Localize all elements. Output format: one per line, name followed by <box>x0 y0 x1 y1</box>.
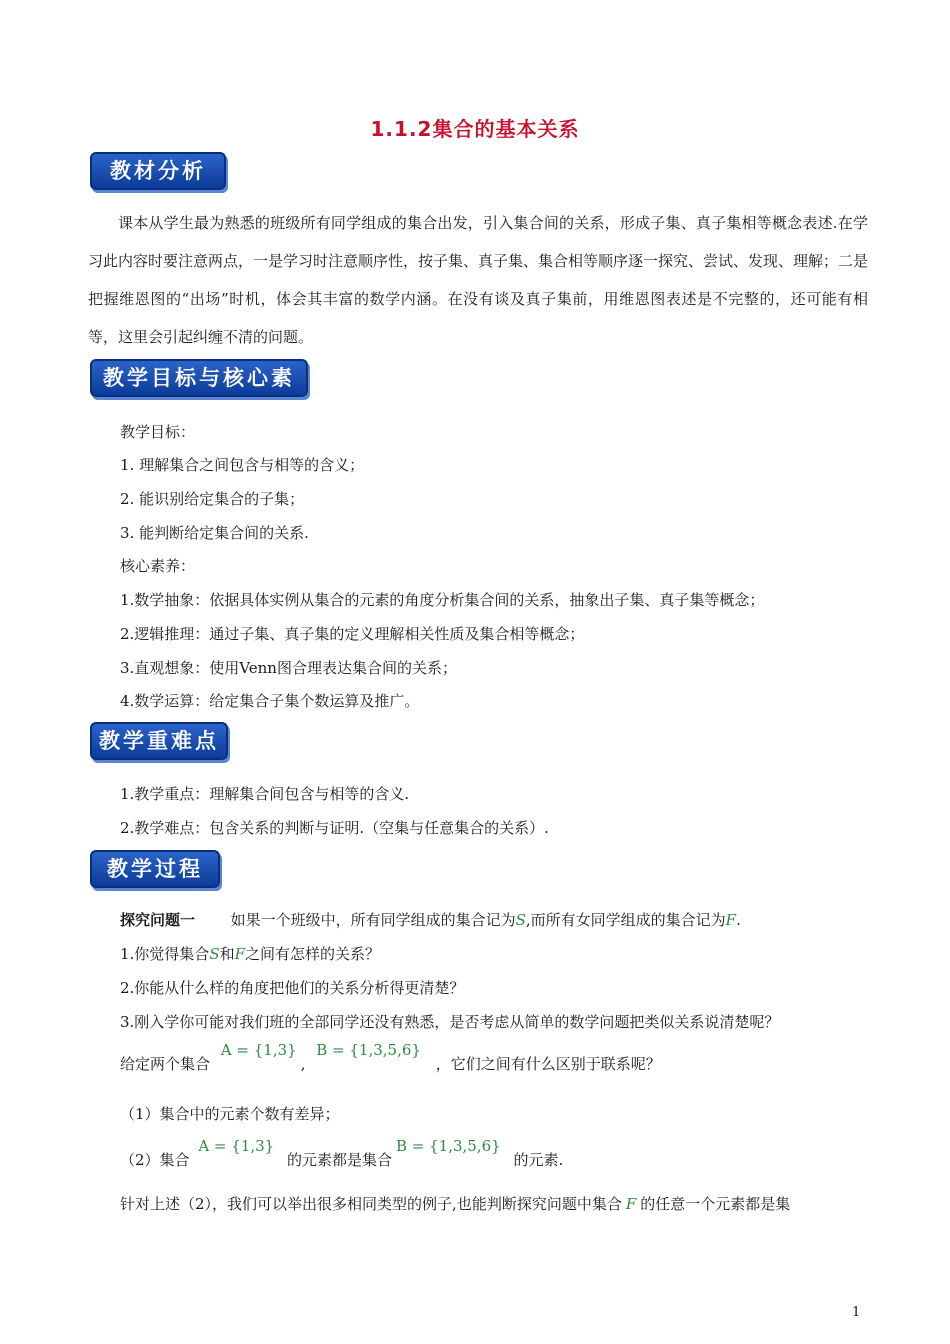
math-var-f: F <box>625 1195 637 1213</box>
section-banner-goals: 教学目标与核心素养 <box>90 359 308 397</box>
point-1: （1）集合中的元素个数有差异； <box>120 1105 340 1123</box>
math-set-a: A = {1,3} <box>220 1041 297 1059</box>
core-item: 2.逻辑推理：通过子集、真子集的定义理解相关性质及集合相等概念； <box>120 625 585 643</box>
math-set-a: A = {1,3} <box>198 1137 275 1155</box>
question-2: 2.你能从什么样的角度把他们的关系分析得更清楚？ <box>120 979 465 997</box>
inquiry-label: 探究问题一 <box>120 911 196 929</box>
analysis-paragraph: 课本从学生最为熟悉的班级所有同学组成的集合出发，引入集合间的关系，形成子集、真子集相等概念表述.在学习此内容时要注意两点，一是学习时注意顺序性，按子集、真子集、集合相等顺序逐一探究、尝试、发现、理解；二是把握维恩图的“出场”时机，体会其丰富的数学内涵。在没有谈及真子集前，用维恩图表述是不完整的，还可能有相等，这里会引起纠缠不清的问题。 <box>88 214 869 346</box>
math-var-s: S <box>515 911 526 929</box>
goal-item: 2. 能识别给定集合的子集； <box>120 490 305 508</box>
goals-heading: 教学目标： <box>120 423 196 441</box>
key-point: 1.教学重点：理解集合间包含与相等的含义. <box>120 785 410 803</box>
difficult-point: 2.教学难点：包含关系的判断与证明.（空集与任意集合的关系）. <box>120 819 549 837</box>
inquiry-intro: 探究问题一 如果一个班级中，所有同学组成的集合记为S,而所有女同学组成的集合记为F. <box>120 911 741 929</box>
question-3: 3.刚入学你可能对我们班的全部同学还没有熟悉，是否考虑从简单的数学问题把类似关系说清楚呢？ <box>120 1013 780 1031</box>
section-banner-process: 教学过程 <box>90 850 220 888</box>
math-var-f: F <box>234 945 246 963</box>
math-var-s: S <box>209 945 220 963</box>
section-banner-analysis: 教材分析 <box>90 152 226 190</box>
page-number: 1 <box>852 1305 861 1320</box>
core-item: 4.数学运算：给定集合子集个数运算及推广。 <box>120 692 420 710</box>
core-heading: 核心素养： <box>120 557 196 575</box>
question-1: 1.你觉得集合S和F之间有怎样的关系？ <box>120 945 381 963</box>
core-item: 1.数学抽象：依据具体实例从集合的元素的角度分析集合间的关系，抽象出子集、真子集等概念； <box>120 591 765 609</box>
closing-line: 针对上述（2），我们可以举出很多相同类型的例子,也能判断探究问题中集合 F 的任意一个元素都是集 <box>120 1195 791 1213</box>
section-banner-difficulties: 教学重难点 <box>90 722 228 760</box>
goal-item: 3. 能判断给定集合间的关系. <box>120 524 309 542</box>
math-var-f: F <box>725 911 737 929</box>
math-set-b: B = {1,3,5,6} <box>396 1137 501 1155</box>
page-title: 1.1.2集合的基本关系 <box>370 117 580 141</box>
goal-item: 1. 理解集合之间包含与相等的含义； <box>120 456 365 474</box>
math-set-b: B = {1,3,5,6} <box>316 1041 421 1059</box>
point-2: （2）集合 A = {1,3} 的元素都是集合B = {1,3,5,6} 的元素. <box>120 1137 564 1169</box>
core-item: 3.直观想象：使用Venn图合理表达集合间的关系； <box>120 659 457 677</box>
given-sets-line: 给定两个集合 A = {1,3}, B = {1,3,5,6} ，它们之间有什么区别于联系呢？ <box>120 1041 661 1073</box>
